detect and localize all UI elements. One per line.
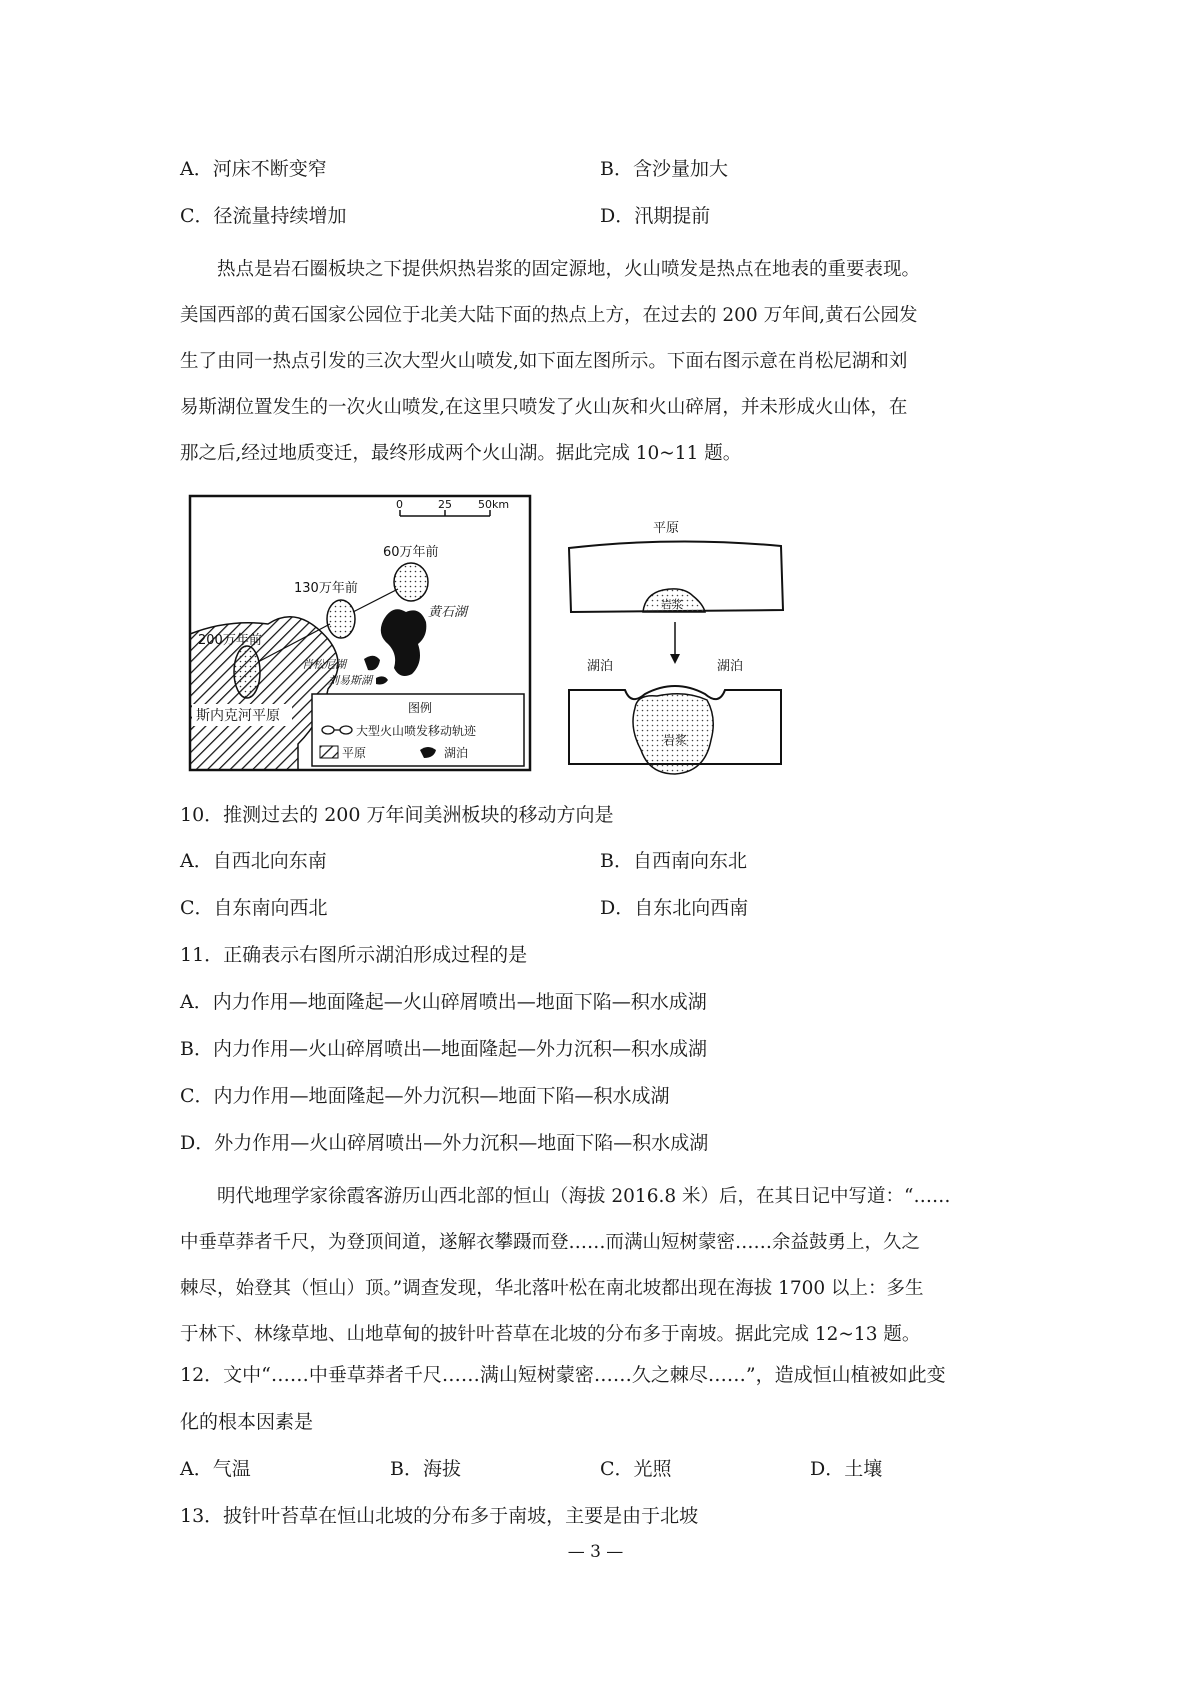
label-lewis: 刘易斯湖 bbox=[328, 674, 372, 687]
label-yellowstone-lake: 黄石湖 bbox=[428, 605, 468, 620]
label-lake-left: 湖泊 bbox=[587, 659, 614, 674]
passage-hotspot bbox=[180, 247, 1010, 477]
label-lake-right: 湖泊 bbox=[717, 659, 744, 674]
caldera-200 bbox=[234, 646, 260, 698]
scale-tick-0: 0 bbox=[396, 498, 403, 511]
label-magma-top: 岩浆 bbox=[661, 598, 683, 611]
label-130: 130万年前 bbox=[294, 581, 358, 596]
q10-option-b: B．自西南向东北 bbox=[600, 850, 747, 872]
q9-option-d: D．汛期提前 bbox=[600, 205, 711, 227]
lake-formation-section bbox=[565, 518, 785, 782]
scale-tick-50: 50km bbox=[478, 498, 510, 511]
q12-option-a: A．气温 bbox=[180, 1458, 251, 1480]
q10-option-d: D．自东北向西南 bbox=[600, 897, 749, 919]
q11-option-b: B．内力作用—火山碎屑喷出—地面隆起—外力沉积—积水成湖 bbox=[180, 1038, 707, 1060]
label-snake-plain: 斯内克河平原 bbox=[196, 708, 280, 724]
passage-line: 那之后,经过地质变迁，最终形成两个火山湖。据此完成 10~11 题。 bbox=[180, 443, 742, 464]
legend-title: 图例 bbox=[408, 701, 433, 715]
caldera-60 bbox=[394, 563, 428, 601]
label-plain-top: 平原 bbox=[653, 521, 680, 536]
label-magma-bottom: 岩浆 bbox=[663, 733, 688, 747]
q13-stem: 13．披针叶苔草在恒山北坡的分布多于南坡，主要是由于北坡 bbox=[180, 1505, 699, 1527]
q11-option-c: C．内力作用—地面隆起—外力沉积—地面下陷—积水成湖 bbox=[180, 1085, 670, 1107]
legend-track-label: 大型火山喷发移动轨迹 bbox=[356, 724, 477, 738]
legend-plain-icon bbox=[320, 746, 338, 758]
passage-line: 美国西部的黄石国家公园位于北美大陆下面的热点上方，在过去的 200 万年间,黄石公园发 bbox=[180, 305, 918, 326]
passage-line: 于林下、林缘草地、山地草甸的披针叶苔草在北坡的分布多于南坡。据此完成 12~13 题。 bbox=[180, 1324, 921, 1345]
legend-lake-label: 湖泊 bbox=[444, 746, 469, 760]
caldera-130 bbox=[327, 600, 355, 638]
passage-line: 棘尽，始登其（恒山）顶。”调查发现，华北落叶松在南北坡都出现在海拔 1700 以上：多生 bbox=[180, 1278, 924, 1299]
passage-line: 热点是岩石圈板块之下提供炽热岩浆的固定源地，火山喷发是热点在地表的重要表现。 bbox=[217, 259, 921, 280]
page-number: — 3 — bbox=[567, 1542, 624, 1562]
map-legend bbox=[312, 694, 524, 766]
q12-option-d: D．土壤 bbox=[810, 1458, 883, 1480]
q11-stem: 11．正确表示右图所示湖泊形成过程的是 bbox=[180, 944, 528, 966]
q11-option-a: A．内力作用—地面隆起—火山碎屑喷出—地面下陷—积水成湖 bbox=[180, 991, 707, 1013]
legend-plain-label: 平原 bbox=[342, 746, 367, 760]
q10-option-c: C．自东南向西北 bbox=[180, 897, 328, 919]
label-shoshone: 肖松尼湖 bbox=[302, 658, 346, 671]
q10-option-a: A．自西北向东南 bbox=[180, 850, 327, 872]
q12-option-b: B．海拔 bbox=[390, 1458, 461, 1480]
q10-stem: 10．推测过去的 200 万年间美洲板块的移动方向是 bbox=[180, 804, 614, 826]
passage-hengshan bbox=[180, 1174, 1010, 1358]
q12-stem-line1: 12．文中“……中垂草莽者千尺……满山短树蒙密……久之棘尽……”，造成恒山植被如此变 bbox=[180, 1364, 946, 1386]
q9-option-b: B．含沙量加大 bbox=[600, 158, 728, 180]
label-60: 60万年前 bbox=[383, 545, 439, 560]
passage-line: 中垂草莽者千尺，为登顶间道，遂解衣攀蹑而登……而满山短树蒙密……余益鼓勇上，久之 bbox=[180, 1232, 921, 1253]
q9-option-c: C．径流量持续增加 bbox=[180, 205, 347, 227]
scale-tick-25: 25 bbox=[438, 498, 452, 511]
label-200: 200万年前 bbox=[198, 633, 262, 648]
passage-line: 明代地理学家徐霞客游历山西北部的恒山（海拔 2016.8 米）后，在其日记中写道：“…… bbox=[217, 1186, 951, 1207]
passage-line: 易斯湖位置发生的一次火山喷发,在这里只喷发了火山灰和火山碎屑，并未形成火山体，在 bbox=[180, 397, 908, 418]
q12-option-c: C．光照 bbox=[600, 1458, 672, 1480]
q9-option-a: A．河床不断变窄 bbox=[180, 158, 327, 180]
q12-stem-line2: 化的根本因素是 bbox=[180, 1411, 314, 1433]
q11-option-d: D．外力作用—火山碎屑喷出—外力沉积—地面下陷—积水成湖 bbox=[180, 1132, 709, 1154]
passage-line: 生了由同一热点引发的三次大型火山喷发,如下面左图所示。下面右图示意在肖松尼湖和刘 bbox=[180, 351, 908, 372]
yellowstone-map bbox=[188, 494, 532, 772]
